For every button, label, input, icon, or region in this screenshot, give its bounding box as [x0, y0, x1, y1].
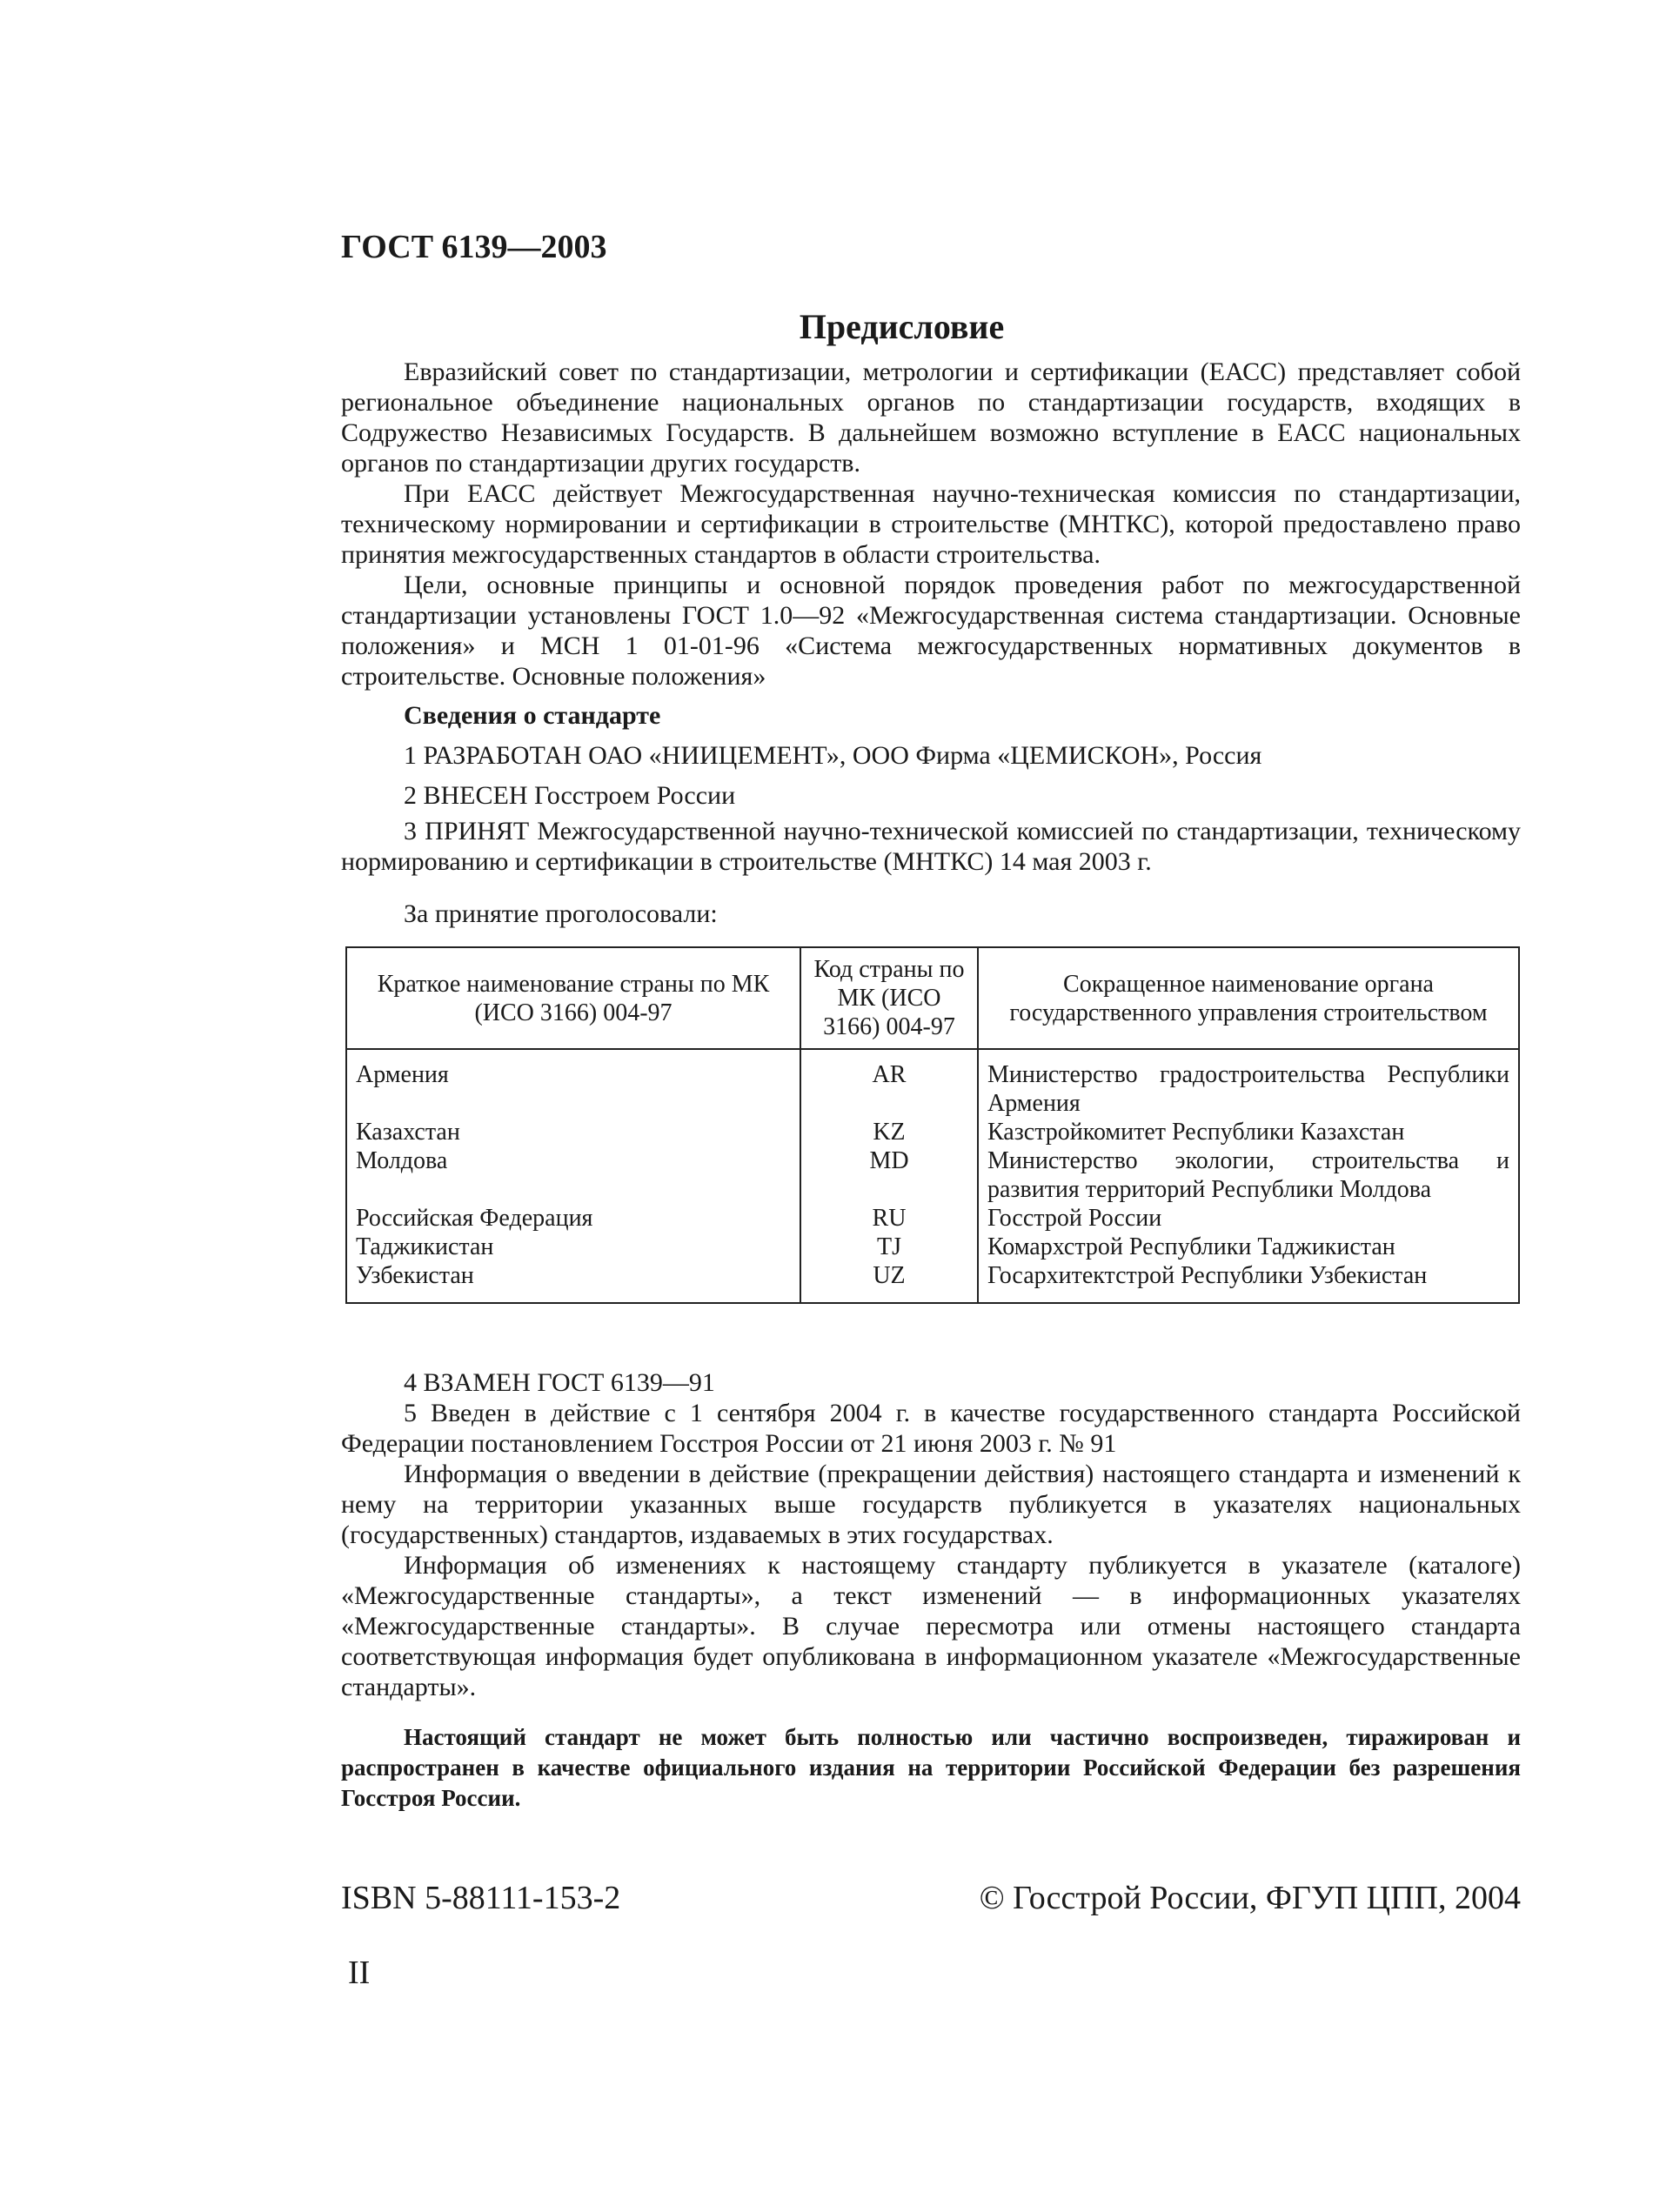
voting-countries-table [345, 946, 1520, 1304]
table-header-row [346, 947, 1519, 1049]
copyright-notice [341, 1722, 1521, 1814]
country-cell: Казахстан [346, 1118, 800, 1146]
page-number: II [348, 1955, 371, 1991]
organ-cell: Комархстрой Республики Таджикистан [978, 1233, 1519, 1261]
table-row [346, 1118, 1519, 1146]
isbn: ISBN 5-88111-153-2 [341, 1880, 621, 1916]
standard-info-item-adopted: 3 ПРИНЯТ Межгосударственной научно-технической комиссией по стандартизации, техническому нормированию и сертификации в строительстве (МНТКС) 14 мая 2003 г. [341, 817, 1521, 876]
column-header-code: Код страны по МК (ИСО 3166) 004-97 [800, 947, 978, 1049]
info-paragraph: Информация об изменениях к настоящему стандарту публикуется в указателе (каталоге) «Межгосударственные стандарты», а текст изменений — в информационных указателях «Межгосударственные стандарты». В случае пересмотра или отмены настоящего стандарта соответствующая информация будет опубликована в информационном указателе «Межгосударственные стандарты». [341, 1551, 1521, 1701]
country-cell: Таджикистан [346, 1233, 800, 1261]
info-paragraph: Информация о введении в действие (прекращении действия) настоящего стандарта и изменений к нему на территории указанных выше государств публикуется в указателях национальных (государственных) стандартов, издаваемых в этих государствах. [341, 1460, 1521, 1549]
country-cell: Армения [346, 1049, 800, 1118]
document-code-header: ГОСТ 6139—2003 [341, 229, 607, 265]
country-cell: Молдова [346, 1146, 800, 1204]
organ-cell: Госстрой России [978, 1204, 1519, 1233]
page-title: Предисловие [799, 307, 1005, 346]
country-cell: Узбекистан [346, 1261, 800, 1303]
intro-section [341, 357, 1521, 692]
standard-info-item-introduced: 2 ВНЕСЕН Госстроем России [404, 781, 736, 810]
intro-paragraph: Евразийский совет по стандартизации, метрологии и сертификации (ЕАСС) представляет собой региональное объединение национальных органов по стандартизации государств, входящих в Содружество Независимых Государств. В дальнейшем возможно вступление в ЕАСС национальных органов по стандартизации других государств. [341, 358, 1521, 478]
country-cell: Российская Федерация [346, 1204, 800, 1233]
table-row [346, 1261, 1519, 1303]
code-cell: TJ [800, 1233, 978, 1261]
after-table-section [341, 1367, 1521, 1702]
code-cell: KZ [800, 1118, 978, 1146]
organ-cell: Министерство экологии, строительства и развития территорий Республики Молдова [978, 1146, 1519, 1204]
code-cell: MD [800, 1146, 978, 1204]
table-row [346, 1049, 1519, 1118]
table-row [346, 1233, 1519, 1261]
standard-info-heading: Сведения о стандарте [404, 701, 661, 730]
organ-cell: Министерство градостроительства Республики Армения [978, 1049, 1519, 1118]
standard-info-item-developed: 1 РАЗРАБОТАН ОАО «НИИЦЕМЕНТ», ООО Фирма «ЦЕМИСКОН», Россия [404, 741, 1262, 770]
code-cell: RU [800, 1204, 978, 1233]
organ-cell: Госархитектстрой Республики Узбекистан [978, 1261, 1519, 1303]
replaces-item: 4 ВЗАМЕН ГОСТ 6139—91 [404, 1368, 715, 1397]
table-row [346, 1146, 1519, 1204]
copyright-line: © Госстрой России, ФГУП ЦПП, 2004 [979, 1880, 1521, 1916]
table-row [346, 1204, 1519, 1233]
intro-paragraph: При ЕАСС действует Межгосударственная научно-техническая комиссия по стандартизации, техническому нормировании и сертификации в строительстве (МНТКС), которой предоставлено право принятия межгосударственных стандартов в области строительства. [341, 479, 1521, 569]
code-cell: UZ [800, 1261, 978, 1303]
intro-paragraph: Цели, основные принципы и основной порядок проведения работ по межгосударственной стандартизации установлены ГОСТ 1.0—92 «Межгосударственная система стандартизации. Основные положения» и МСН 1 01-01-96 «Система межгосударственных нормативных документов в строительстве. Основные положения» [341, 571, 1521, 691]
copyright-notice-text: Настоящий стандарт не может быть полностью или частично воспроизведен, тиражирован и распространен в качестве официального издания на территории Российской Федерации без разрешения Госстроя России. [341, 1724, 1521, 1811]
vote-intro: За принятие проголосовали: [404, 899, 718, 928]
organ-cell: Казстройкомитет Республики Казахстан [978, 1118, 1519, 1146]
effective-date-item: 5 Введен в действие с 1 сентября 2004 г. в качестве государственного стандарта Российской Федерации постановлением Госстроя России от 21 июня 2003 г. № 91 [341, 1399, 1521, 1458]
column-header-country: Краткое наименование страны по МК (ИСО 3166) 004-97 [346, 947, 800, 1049]
code-cell: AR [800, 1049, 978, 1118]
standard-info-item-adopted-block [341, 816, 1521, 877]
column-header-organ: Сокращенное наименование органа государственного управления строительством [978, 947, 1519, 1049]
